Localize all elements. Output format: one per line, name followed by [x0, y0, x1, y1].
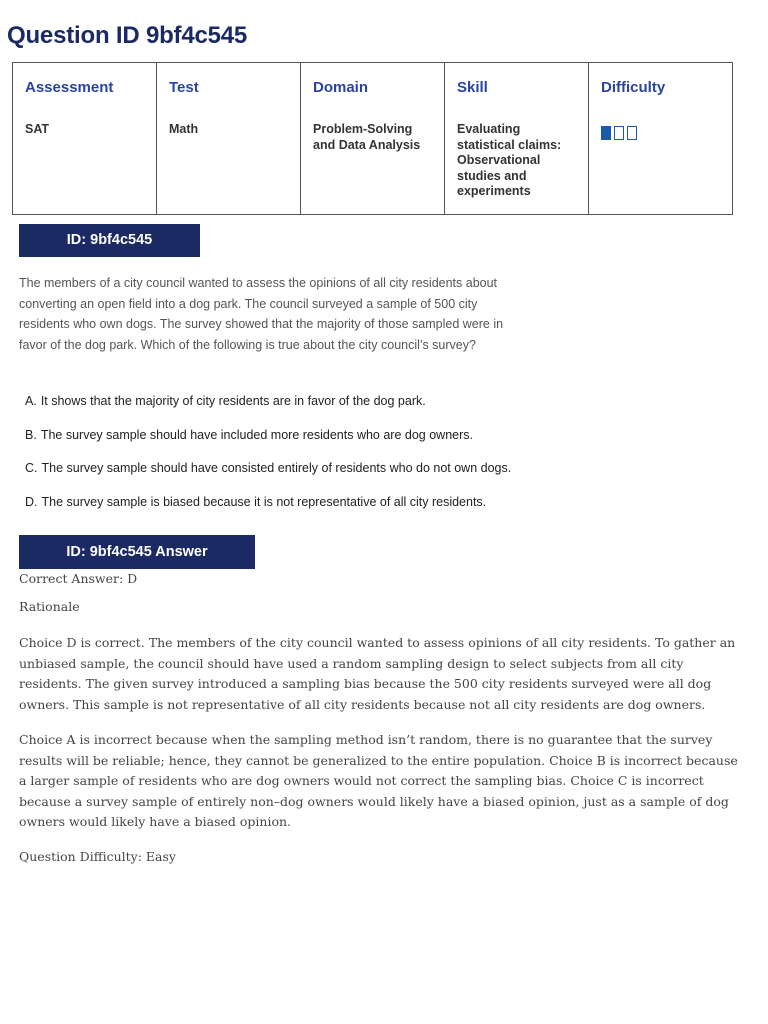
choice-text: The survey sample is biased because it is not representative of all city residents. — [41, 494, 487, 509]
difficulty-bar-2 — [614, 126, 624, 140]
test-value: Math — [169, 122, 199, 136]
skill-header: Skill — [457, 79, 488, 96]
choice-d[interactable] — [25, 485, 511, 519]
domain-cell — [301, 63, 445, 215]
assessment-header: Assessment — [25, 79, 114, 96]
assessment-value: SAT — [25, 122, 50, 136]
choice-letter: D. — [25, 494, 38, 509]
difficulty-cell — [589, 63, 733, 215]
question-id-banner: ID: 9bf4c545 — [19, 224, 200, 257]
choice-text: The survey sample should have consisted entirely of residents who do not own dogs. — [41, 461, 512, 476]
answer-id-banner: ID: 9bf4c545 Answer — [19, 535, 255, 569]
choice-letter: C. — [25, 461, 38, 476]
skill-value: Evaluating statistical claims: Observational studies and experiments — [457, 122, 562, 198]
question-difficulty: Question Difficulty: Easy — [19, 849, 176, 864]
rationale-heading: Rationale — [19, 599, 80, 614]
question-stem: The members of a city council wanted to assess the opinions of all city residents about converting an open field into a dog park. The council surveyed a sample of 500 city residents who own dogs. The survey showed that the majority of those sampled were in favor of the dog park. Which of the following is true about the city council’s survey? — [19, 276, 504, 352]
difficulty-bar-3 — [627, 126, 637, 140]
domain-value: Problem-Solving and Data Analysis — [313, 122, 421, 152]
test-cell — [157, 63, 301, 215]
assessment-cell — [13, 63, 157, 215]
correct-answer: Correct Answer: D — [19, 571, 138, 586]
choice-letter: B. — [25, 427, 37, 442]
choice-a[interactable] — [25, 384, 511, 418]
difficulty-header: Difficulty — [601, 79, 666, 96]
domain-header: Domain — [313, 79, 369, 96]
skill-cell — [445, 63, 589, 215]
question-meta-table — [12, 62, 733, 215]
difficulty-indicator — [601, 126, 720, 140]
difficulty-bar-1 — [601, 126, 611, 140]
test-header: Test — [169, 79, 199, 96]
choice-text: The survey sample should have included more residents who are dog owners. — [40, 427, 473, 442]
choice-letter: A. — [25, 393, 37, 408]
choice-text: It shows that the majority of city residents are in favor of the dog park. — [40, 393, 426, 408]
rationale-paragraph-2: Choice A is incorrect because when the sampling method isn’t random, there is no guarantee that the survey results will be reliable; hence, they cannot be generalized to the entire population. Choice B is incorrect because a larger sample of residents who are dog owners would not correct the sampling bias. Choice C is incorrect because a survey sample of entirely non–dog owners would likely have a biased opinion, just as a sample of dog owners would likely have a biased opinion. — [19, 732, 738, 829]
choice-b[interactable] — [25, 418, 511, 452]
page-title: Question ID 9bf4c545 — [7, 22, 248, 49]
choice-c[interactable] — [25, 451, 511, 485]
answer-choices — [25, 384, 511, 519]
rationale-paragraph-1: Choice D is correct. The members of the city council wanted to assess opinions of all city residents. To gather an unbiased sample, the council should have used a random sampling design to select subjects from all city residents. The given survey introduced a sampling bias because the 500 city residents surveyed were all dog owners. This sample is not representative of all city residents because not all city residents are dog owners. — [19, 635, 736, 712]
